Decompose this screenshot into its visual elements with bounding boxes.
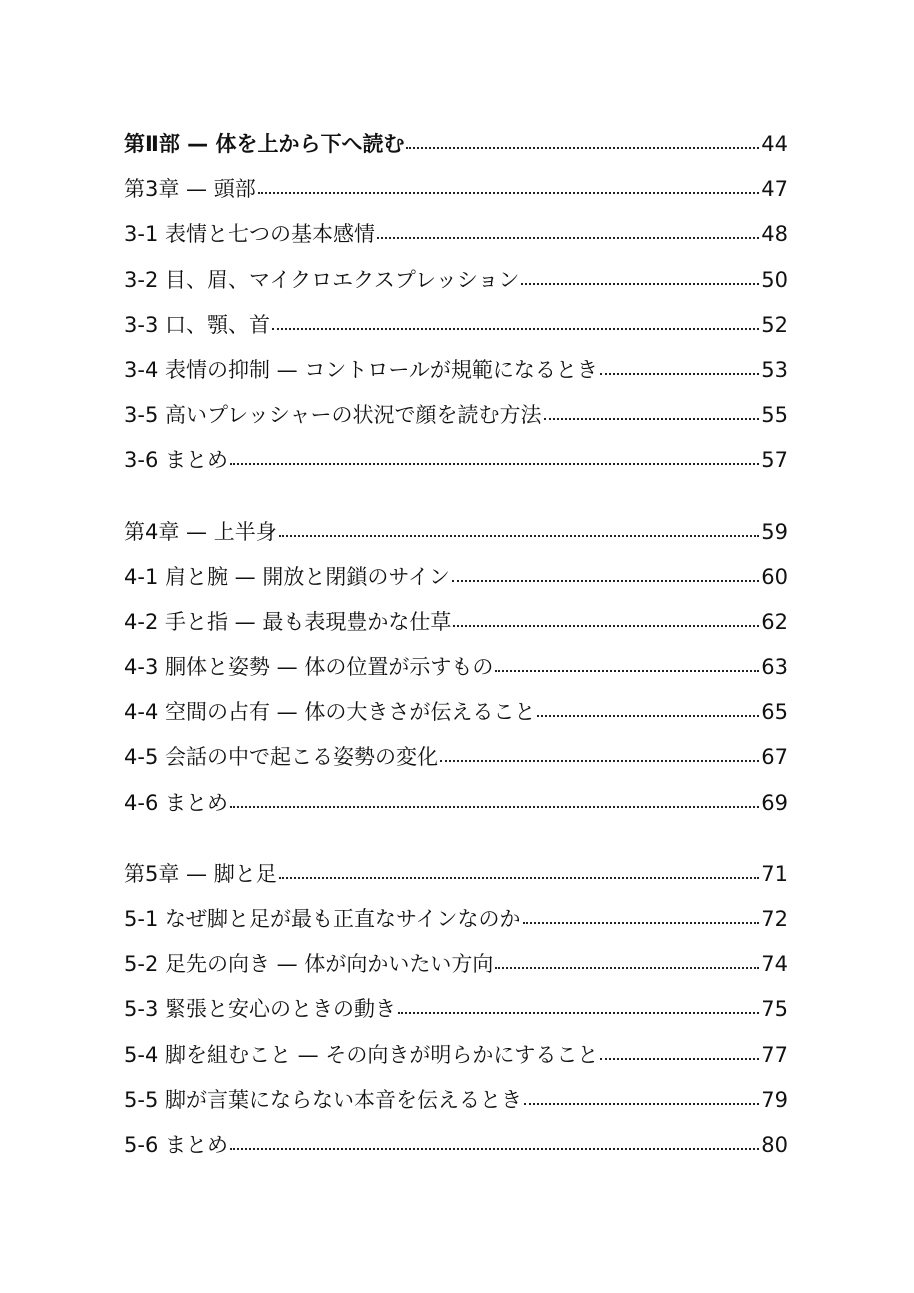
toc-page-number: 59 [761,519,788,544]
toc-section-entry[interactable] [124,991,788,1036]
dot-leader [440,758,759,762]
toc-page-number: 77 [761,1042,788,1067]
toc-section-entry[interactable] [124,1127,788,1172]
toc-page-number: 74 [761,952,788,977]
toc-page-number: 55 [761,403,788,428]
toc-section-entry[interactable] [124,262,788,307]
toc-section-title: 4-5 会話の中で起こる姿勢の変化 [124,745,438,770]
toc-section-entry[interactable] [124,694,788,739]
toc-section-title: 3-2 目、眉、マイクロエクスプレッション [124,267,520,292]
dot-leader [406,145,759,149]
toc-section-title: 5-5 脚が言葉にならない本音を伝えるとき [124,1087,522,1112]
toc-page-number: 67 [761,745,788,770]
dot-leader [544,416,760,420]
toc-section-title: 5-3 緊張と安心のときの動き [124,997,396,1022]
dot-leader [537,713,759,717]
toc-page-number: 47 [761,177,788,202]
toc-page-number: 79 [761,1087,788,1112]
toc-chapter-title: 第3章 — 頭部 [124,177,256,202]
toc-section-title: 4-3 胴体と姿勢 — 体の位置が示すもの [124,655,494,680]
toc-section-title: 4-4 空間の占有 — 体の大きさが伝えること [124,700,536,725]
toc-chapter-title: 第5章 — 脚と足 [124,861,277,886]
table-of-contents [124,126,788,1172]
toc-section-title: 4-1 肩と腕 — 開放と閉鎖のサイン [124,564,450,589]
toc-page-number: 72 [761,907,788,931]
dot-leader [495,668,759,672]
toc-page-number: 63 [761,655,788,680]
toc-section-entry[interactable] [124,785,788,830]
toc-section-entry[interactable] [124,739,788,784]
toc-page-number: 71 [761,861,788,886]
dot-leader [230,1146,759,1150]
toc-page-number: 69 [761,790,788,815]
toc-section-title: 3-4 表情の抑制 — コントロールが規範になるとき [124,357,598,382]
toc-section-entry[interactable] [124,649,788,694]
chapter-spacer [124,488,788,514]
dot-leader [452,578,759,582]
toc-page-number: 44 [761,132,788,156]
toc-section-title: 3-1 表情と七つの基本感情 [124,222,375,247]
dot-leader [258,190,760,194]
toc-part-entry[interactable] [124,126,788,171]
toc-chapter-title: 第4章 — 上半身 [124,519,277,544]
toc-section-entry[interactable] [124,216,788,261]
toc-page-number: 48 [761,222,788,247]
toc-section-title: 3-3 口、顎、首 [124,312,270,337]
toc-section-entry[interactable] [124,604,788,649]
dot-leader [523,920,760,924]
dot-leader [230,804,759,808]
dot-leader [230,461,759,465]
toc-section-title: 3-6 まとめ [124,448,228,473]
toc-page-number: 75 [761,997,788,1022]
dot-leader [600,1056,759,1060]
toc-section-title: 5-6 まとめ [124,1132,228,1157]
toc-section-entry[interactable] [124,352,788,397]
toc-section-entry[interactable] [124,1082,788,1127]
toc-section-entry[interactable] [124,559,788,604]
toc-section-entry[interactable] [124,397,788,442]
toc-page-number: 80 [761,1132,788,1157]
toc-page-number: 60 [761,564,788,589]
dot-leader [453,623,759,627]
dot-leader [521,281,759,285]
dot-leader [398,1010,759,1014]
toc-section-title: 5-4 脚を組むこと — その向きが明らかにすること [124,1042,599,1067]
toc-section-entry[interactable] [124,307,788,352]
dot-leader [279,875,760,879]
toc-page-number: 65 [761,700,788,725]
toc-chapter-entry[interactable] [124,856,788,901]
chapter-spacer [124,830,788,856]
toc-page-number: 53 [761,357,788,382]
dot-leader [272,326,759,330]
toc-section-title: 4-6 まとめ [124,790,228,815]
toc-section-title: 5-2 足先の向き — 体が向かいたい方向 [124,952,494,977]
dot-leader [495,965,759,969]
dot-leader [279,533,760,537]
toc-page-number: 50 [761,267,788,292]
toc-section-title: 4-2 手と指 — 最も表現豊かな仕草 [124,609,452,634]
toc-section-entry[interactable] [124,901,788,946]
dot-leader [377,235,759,239]
toc-chapter-entry[interactable] [124,171,788,216]
toc-page-number: 57 [761,448,788,473]
dot-leader [524,1101,759,1105]
toc-section-entry[interactable] [124,1037,788,1082]
toc-section-entry[interactable] [124,442,788,487]
toc-section-title: 3-5 高いプレッシャーの状況で顔を読む方法 [124,403,542,428]
toc-section-title: 5-1 なぜ脚と足が最も正直なサインなのか [124,907,521,931]
toc-section-entry[interactable] [124,946,788,991]
toc-page-number: 52 [761,312,788,337]
toc-part-title: 第Ⅱ部 — 体を上から下へ読む [124,132,405,156]
dot-leader [600,371,759,375]
toc-chapter-entry[interactable] [124,514,788,559]
toc-page-number: 62 [761,609,788,634]
